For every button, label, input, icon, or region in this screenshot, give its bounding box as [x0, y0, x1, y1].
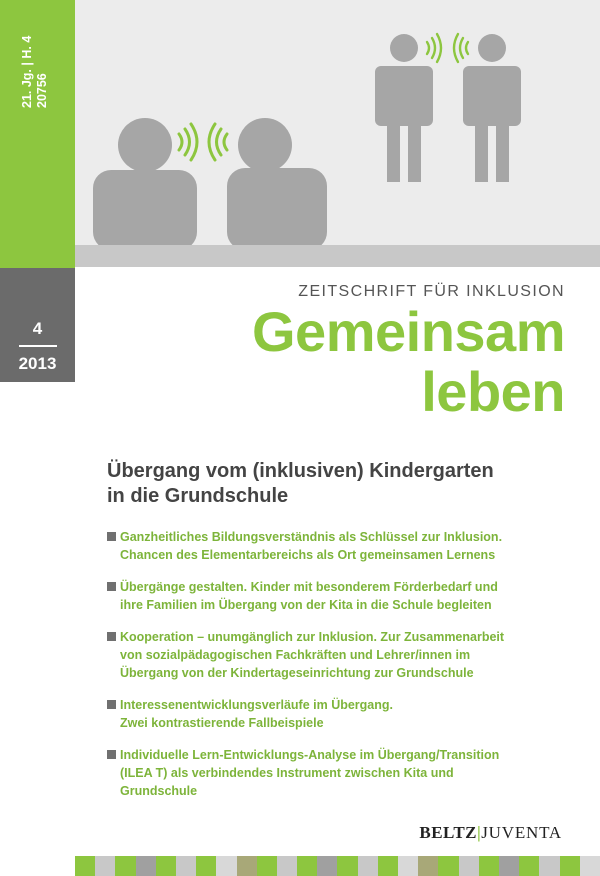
stripe-segment [580, 856, 600, 876]
toc-line: Individuelle Lern-Entwicklungs-Analyse im Übergang/Transition [120, 748, 500, 762]
toc-item [107, 528, 577, 564]
publisher-name-juventa: JUVENTA [481, 823, 562, 842]
stripe-segment [196, 856, 216, 876]
stripe-segment [115, 856, 135, 876]
toc-line: ihre Familien im Übergang von der Kita in die Schule begleiten [120, 598, 492, 612]
person-icon [227, 118, 327, 245]
toc-line: Kooperation – unumgänglich zur Inklusion. Zur Zusammenarbeit [120, 630, 505, 644]
bottom-stripe-band [75, 856, 600, 876]
publisher-separator: | [477, 823, 482, 842]
toc-line: von sozialpädagogischen Fachkräften und Lehrer/innen im [120, 648, 471, 662]
stripe-segment [418, 856, 438, 876]
stripe-segment [156, 856, 176, 876]
title-line: Gemeinsam [252, 300, 565, 363]
stripe-segment [297, 856, 317, 876]
stripe-segment [136, 856, 156, 876]
toc-item [107, 696, 577, 732]
toc-line: Interessenentwicklungsverläufe im Übergang. [120, 698, 393, 712]
issue-box [0, 318, 75, 375]
stripe-segment [216, 856, 236, 876]
volume-info [20, 18, 50, 108]
issue-divider [19, 345, 57, 347]
stripe-segment [176, 856, 196, 876]
person-icon [375, 34, 433, 182]
square-bullet-icon [107, 750, 116, 759]
square-bullet-icon [107, 582, 116, 591]
stripe-segment [75, 856, 95, 876]
table-of-contents [107, 528, 577, 814]
stripe-segment [277, 856, 297, 876]
issue-heading [107, 459, 577, 509]
heading-line: Übergang vom (inklusiven) Kindergarten [107, 460, 494, 482]
sound-waves-icon [454, 34, 468, 62]
square-bullet-icon [107, 632, 116, 641]
person-icon [463, 34, 521, 182]
publisher-logo [419, 823, 562, 843]
stripe-segment [539, 856, 559, 876]
stripe-segment [237, 856, 257, 876]
toc-line: Grundschule [120, 784, 198, 798]
stripe-segment [438, 856, 458, 876]
title-line: leben [421, 360, 565, 423]
stripe-segment [95, 856, 115, 876]
stripe-segment [378, 856, 398, 876]
side-bar-green [0, 0, 75, 268]
illustration-graphic [75, 0, 600, 245]
toc-line: Chancen des Elementarbereichs als Ort gemeinsamen Lernens [120, 548, 496, 562]
issue-year: 2013 [18, 354, 57, 373]
toc-line: Zwei kontrastierende Fallbeispiele [120, 716, 324, 730]
stripe-segment [257, 856, 277, 876]
journal-subtitle: ZEITSCHRIFT FÜR INKLUSION [298, 283, 565, 300]
issue-number: 4 [32, 319, 43, 338]
volume-line: 21. Jg. | H. 4 [20, 35, 34, 108]
stripe-segment [398, 856, 418, 876]
publisher-name-beltz: BELTZ [419, 823, 478, 842]
toc-line: Übergang von der Kindertageseinrichtung zur Grundschule [120, 666, 474, 680]
journal-title [252, 302, 565, 422]
toc-line: Ganzheitliches Bildungsverständnis als Schlüssel zur Inklusion. [120, 530, 503, 544]
cover-illustration [75, 0, 600, 245]
toc-item [107, 628, 577, 682]
square-bullet-icon [107, 700, 116, 709]
toc-item [107, 746, 577, 800]
sound-waves-icon [427, 34, 441, 62]
issn-line: 20756 [35, 73, 49, 108]
stripe-segment [519, 856, 539, 876]
stripe-segment [337, 856, 357, 876]
stripe-segment [560, 856, 580, 876]
stripe-segment [499, 856, 519, 876]
heading-line: in die Grundschule [107, 485, 289, 507]
illustration-floor [75, 245, 600, 267]
toc-item [107, 578, 577, 614]
stripe-segment [459, 856, 479, 876]
sound-waves-icon [179, 124, 197, 160]
stripe-segment [358, 856, 378, 876]
toc-line: Übergänge gestalten. Kinder mit besonderem Förderbedarf und [120, 580, 498, 594]
toc-line: (ILEA T) als verbindendes Instrument zwischen Kita und [120, 766, 454, 780]
square-bullet-icon [107, 532, 116, 541]
stripe-segment [479, 856, 499, 876]
sound-waves-icon [209, 124, 227, 160]
stripe-segment [317, 856, 337, 876]
